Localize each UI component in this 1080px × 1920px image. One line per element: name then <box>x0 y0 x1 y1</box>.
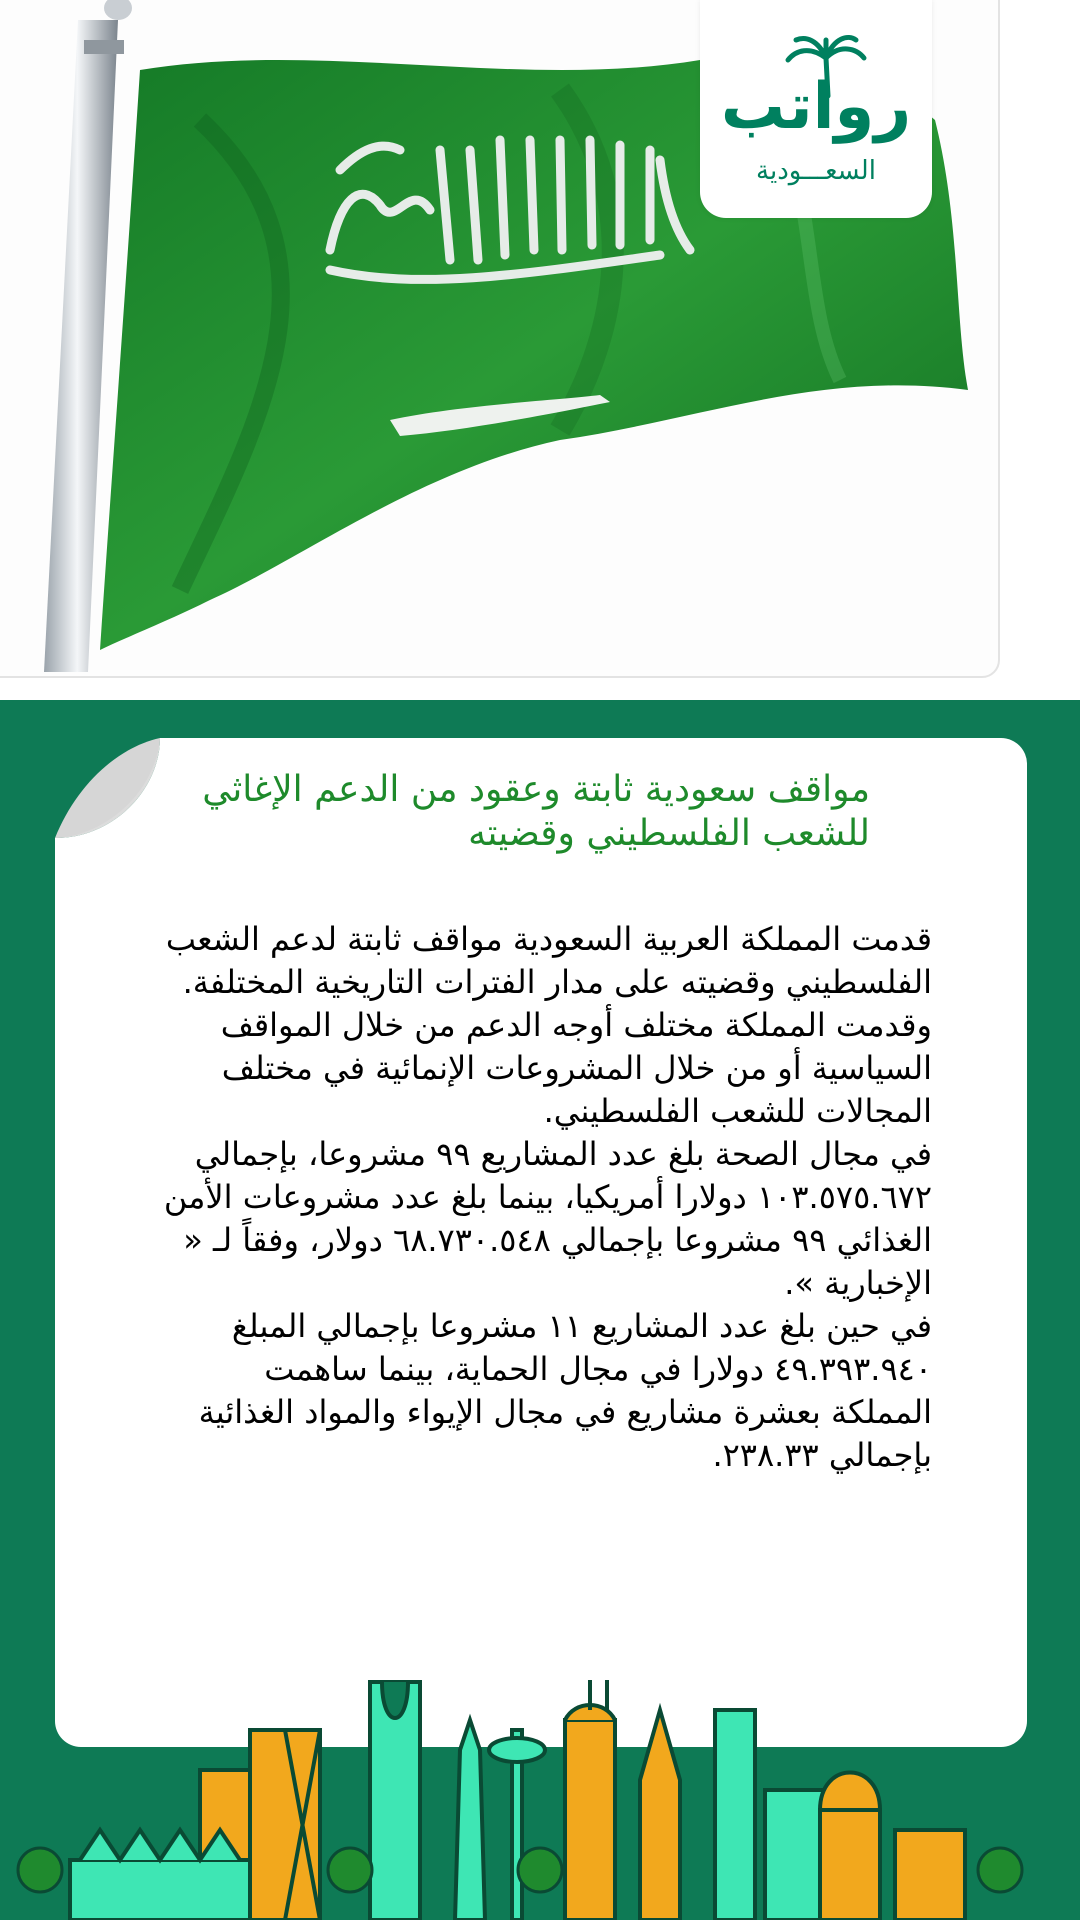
article-paragraph: قدمت المملكة العربية السعودية مواقف ثابتة لدعم الشعب الفلسطيني وقضيته على مدار الفترات التاريخية المختلفة. <box>165 920 932 1001</box>
article-paragraph: في حين بلغ عدد المشاريع ١١ مشروعا بإجمالي المبلغ ٤٩.٣٩٣.٩٤٠ دولارا في مجال الحماية، بينما ساهمت المملكة بعشرة مشاريع في مجال الإيواء والمواد الغذائية بإجمالي ٢٣٨.٣٣. <box>198 1307 932 1474</box>
page-curl-corner <box>55 738 165 848</box>
pole-finial <box>104 0 132 20</box>
article-section <box>0 700 1080 1920</box>
riyadh-skyline-illustration <box>0 1670 1080 1920</box>
article-paragraph: في مجال الصحة بلغ عدد المشاريع ٩٩ مشروعا، بإجمالي ١٠٣.٥٧٥.٦٧٢ دولارا أمريكيا، بينما بلغ عدد مشروعات الأمن الغذائي ٩٩ مشروعا بإجمالي ٦٨.٧٣٠.٥٤٨ دولار، وفقاً لـ « الإخبارية ». <box>163 1135 932 1302</box>
brand-logo-name: رواتب <box>720 70 912 144</box>
article-title: مواقف سعودية ثابتة وعقود من الدعم الإغاثي للشعب الفلسطيني وقضيته <box>202 769 870 854</box>
article-paragraph: وقدمت المملكة مختلف أوجه الدعم من خلال المواقف السياسية أو من خلال المشروعات الإنمائية في مختلف المجالات للشعب الفلسطيني. <box>220 1006 932 1130</box>
article-body <box>160 918 932 1477</box>
brand-logo-subtitle: السعـــودية <box>756 156 876 186</box>
hero-image <box>0 0 1080 700</box>
brand-logo-card <box>700 0 932 218</box>
